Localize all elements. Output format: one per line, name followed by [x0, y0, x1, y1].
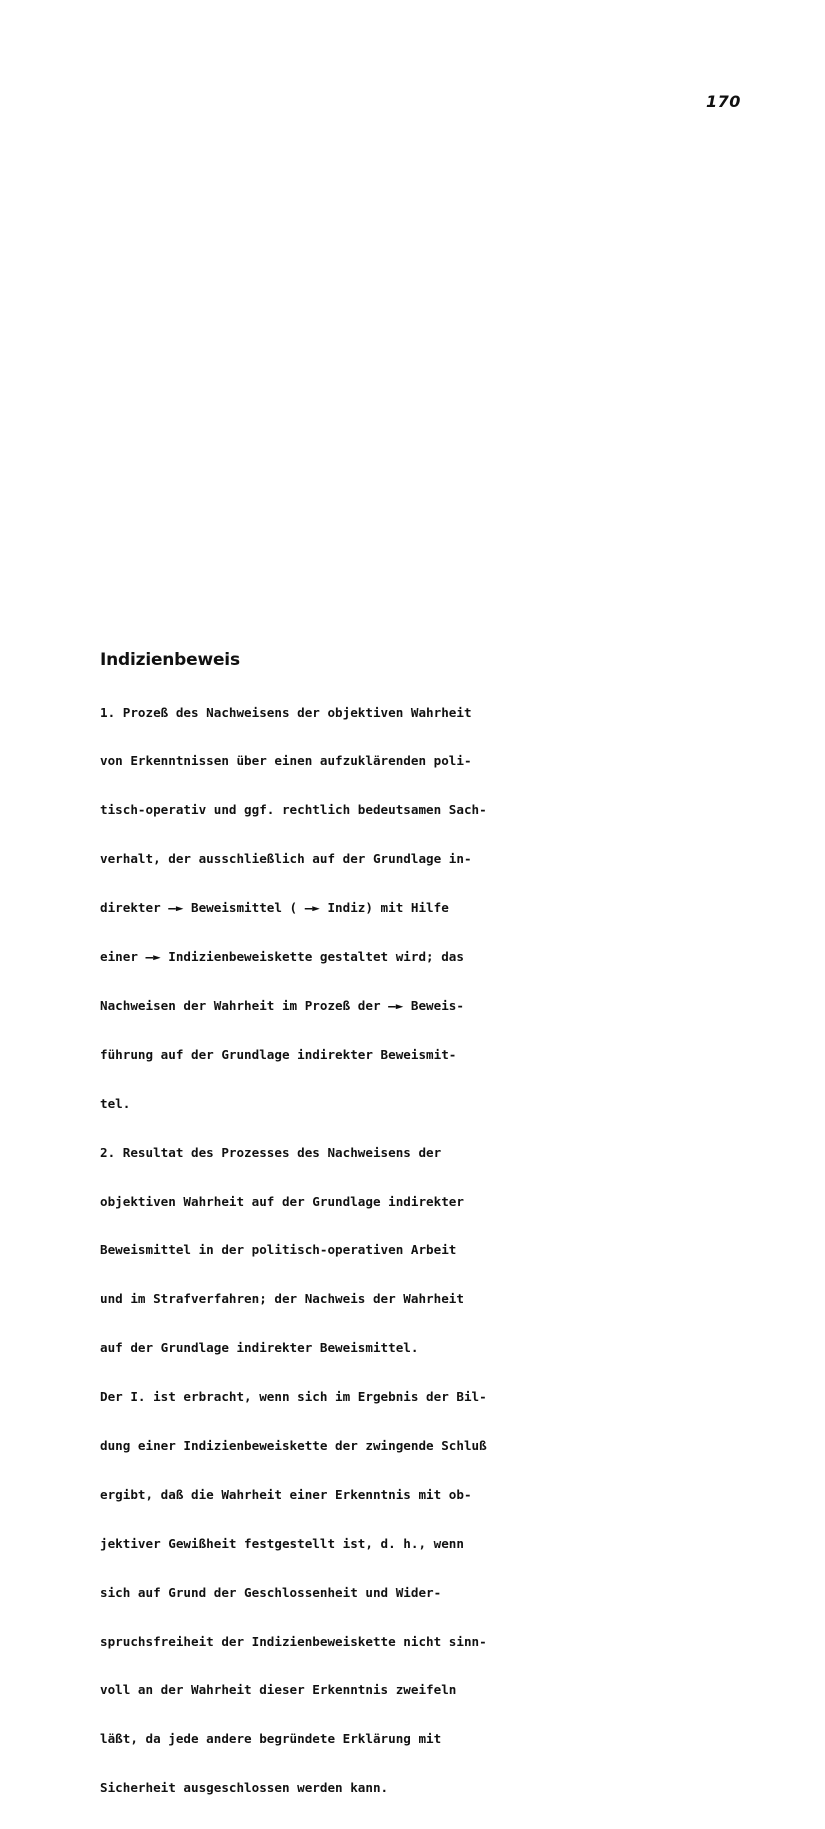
entry-text-line: Sicherheit ausgeschlossen werden kann.: [100, 1780, 389, 1796]
entry-text-line: einer —► Indizienbeweiskette gestaltet wird; das: [100, 949, 464, 965]
entry-title: Indizienbeweis: [100, 650, 240, 670]
entry-text-line: führung auf der Grundlage indirekter Beweismit-: [100, 1046, 457, 1062]
entry-text-line: verhalt, der ausschließlich auf der Grundlage in-: [100, 851, 472, 867]
entry-text-line: auf der Grundlage indirekter Beweismittel.: [100, 1340, 419, 1356]
entry-body: [100, 672, 620, 1829]
entry-text-line: voll an der Wahrheit dieser Erkenntnis zweifeln: [100, 1682, 457, 1698]
entry-text-line: direkter —► Beweismittel ( —► Indiz) mit Hilfe: [100, 900, 449, 916]
page-number: 170: [706, 92, 741, 111]
entry-text-line: ergibt, daß die Wahrheit einer Erkenntnis mit ob-: [100, 1486, 472, 1502]
dictionary-entry: [100, 648, 620, 1829]
entry-text-line: dung einer Indizienbeweiskette der zwingende Schluß: [100, 1437, 487, 1453]
entry-text-line: tel.: [100, 1095, 131, 1111]
entry-text-line: läßt, da jede andere begründete Erklärung mit: [100, 1731, 442, 1747]
entry-text-line: von Erkenntnissen über einen aufzuklärenden poli-: [100, 753, 472, 769]
entry-text-line: spruchsfreiheit der Indizienbeweiskette nicht sinn-: [100, 1633, 487, 1649]
entry-text-line: sich auf Grund der Geschlossenheit und Wider-: [100, 1584, 442, 1600]
entry-text-line: und im Strafverfahren; der Nachweis der Wahrheit: [100, 1291, 464, 1307]
entry-text-line: Nachweisen der Wahrheit im Prozeß der —► Beweis-: [100, 997, 464, 1013]
entry-text-line: 2. Resultat des Prozesses des Nachweisens der: [100, 1144, 442, 1160]
entry-text-line: objektiven Wahrheit auf der Grundlage indirekter: [100, 1193, 464, 1209]
entry-text-line: Beweismittel in der politisch-operativen Arbeit: [100, 1242, 457, 1258]
entry-text-line: jektiver Gewißheit festgestellt ist, d. h., wenn: [100, 1535, 464, 1551]
entry-text-line: Der I. ist erbracht, wenn sich im Ergebnis der Bil-: [100, 1389, 487, 1405]
entry-text-line: 1. Prozeß des Nachweisens der objektiven Wahrheit: [100, 704, 472, 720]
entry-text-line: tisch-operativ und ggf. rechtlich bedeutsamen Sach-: [100, 802, 487, 818]
